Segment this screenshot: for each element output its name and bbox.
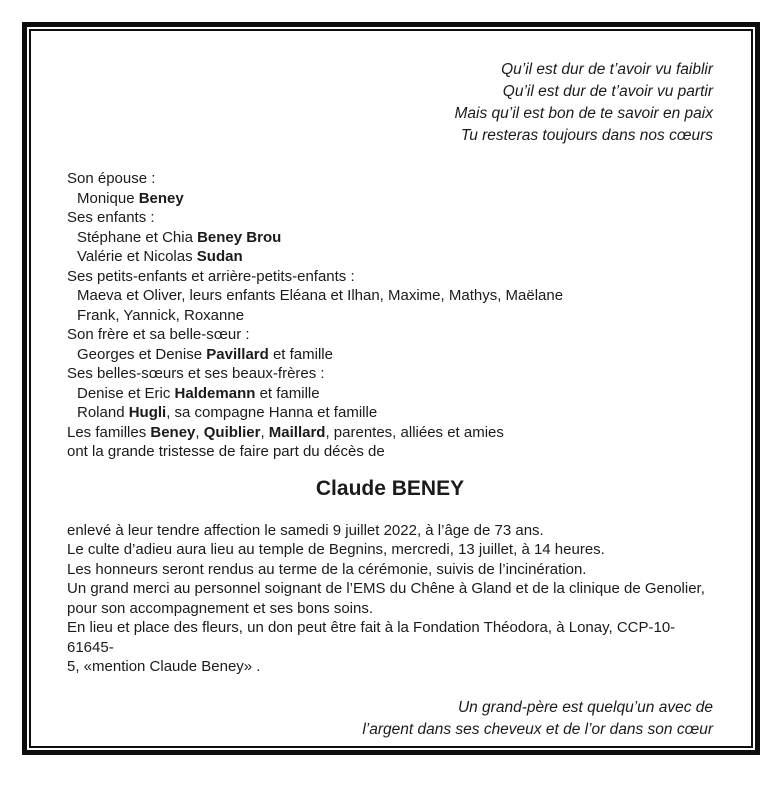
family-line [67, 306, 713, 326]
text-segment: pour son accompagnement et ses bons soins. [67, 599, 374, 617]
inner-border-frame [29, 29, 753, 748]
text-segment: Ses petits-enfants et arrière-petits-enfants : [67, 267, 355, 285]
announcement-line [67, 579, 713, 599]
family-line [67, 403, 713, 423]
text-segment: enlevé à leur tendre affection le samedi 9 juillet 2022, à l’âge de 73 ans. [67, 521, 544, 539]
text-segment: Son épouse : [67, 170, 156, 187]
family-line [67, 208, 713, 228]
text-segment: Denise et Eric [77, 384, 175, 402]
text-segment: et famille [268, 345, 333, 363]
text-segment: Mais qu’il est bon de te savoir en paix [454, 105, 713, 122]
family-line [67, 169, 713, 189]
family-line [67, 442, 713, 462]
family-name-bold: Hugli [128, 404, 167, 421]
text-segment: Qu’il est dur de t’avoir vu partir [502, 83, 713, 100]
text-segment: En lieu et place des fleurs, un don peut être fait à la Fondation Théodora, à Lonay, CCP-10-61645- [67, 619, 676, 656]
text-segment: Monique [77, 189, 139, 207]
text-segment: Qu’il est dur de t’avoir vu faiblir [501, 61, 713, 78]
opening-verse-line [67, 59, 713, 81]
text-segment: Le culte d’adieu aura lieu au temple de Begnins, mercredi, 13 juillet, à 14 heures. [67, 541, 605, 558]
text-segment: Un grand-père est quelqu’un avec de [457, 698, 713, 716]
family-name-bold: Quiblier [203, 423, 261, 441]
text-segment: Valérie et Nicolas [77, 248, 197, 265]
text-segment: l’argent dans ses cheveux et de l’or dans son cœur [362, 720, 713, 738]
family-name-bold: Beney Brou [197, 228, 282, 246]
opening-verse-line [67, 125, 713, 147]
text-segment: Ses belles-sœurs et ses beaux-frères : [67, 365, 325, 382]
announcement-line [67, 657, 713, 677]
text-segment: Stéphane et Chia [77, 228, 198, 246]
announcement-line [67, 599, 713, 619]
family-line [67, 364, 713, 384]
closing-verse-line [67, 697, 713, 719]
family-line [67, 325, 713, 345]
outer-border-frame [22, 22, 760, 755]
text-segment: Georges et Denise [77, 345, 207, 363]
deceased-name-heading: Claude BENEY [315, 476, 465, 500]
opening-verse-line [67, 81, 713, 103]
text-segment: Son frère et sa belle-sœur : [67, 326, 250, 343]
announcement-line [67, 618, 713, 657]
text-segment: Frank, Yannick, Roxanne [77, 306, 245, 324]
text-segment: Roland [77, 404, 129, 421]
family-line [67, 423, 713, 443]
family-line [67, 345, 713, 365]
announcement-line [67, 560, 713, 580]
text-segment: Les honneurs seront rendus au terme de la cérémonie, suivis de l’incinération. [67, 560, 587, 578]
text-segment: Ses enfants : [67, 209, 155, 226]
announcement-line [67, 540, 713, 560]
text-segment: , [260, 423, 269, 441]
announcement-line [67, 521, 713, 541]
text-segment: Un grand merci au personnel soignant de l’EMS du Chêne à Gland et de la clinique de Genolier, [67, 580, 705, 597]
family-line [67, 286, 713, 306]
text-segment: ont la grande tristesse de faire part du décès de [67, 443, 385, 460]
family-line [67, 189, 713, 209]
family-name-bold: Pavillard [206, 345, 269, 363]
family-line [67, 247, 713, 267]
text-segment: Tu resteras toujours dans nos cœurs [460, 127, 713, 144]
text-segment: , [195, 423, 204, 441]
closing-verse-line [67, 719, 713, 741]
family-name-bold: Beney [150, 423, 196, 441]
family-name-bold: Sudan [196, 248, 243, 265]
announcement-text [67, 521, 713, 677]
family-line [67, 228, 713, 248]
card-content [31, 31, 751, 741]
family-name-bold: Beney [138, 189, 184, 207]
text-segment: 5, «mention Claude Beney» . [67, 658, 261, 675]
closing-verse [67, 697, 713, 741]
family-name-bold: Haldemann [174, 384, 256, 402]
text-segment: et famille [255, 384, 320, 402]
opening-verse [67, 59, 713, 147]
text-segment: , parentes, alliées et amies [325, 423, 504, 441]
family-line [67, 384, 713, 404]
family-name-bold: Maillard [268, 423, 326, 441]
opening-verse-line [67, 103, 713, 125]
text-segment: Les familles [67, 423, 151, 441]
family-line [67, 267, 713, 287]
text-segment: , sa compagne Hanna et famille [166, 404, 378, 421]
family-list [67, 169, 713, 462]
text-segment: Maeva et Oliver, leurs enfants Eléana et Ilhan, Maxime, Mathys, Maëlane [77, 287, 564, 304]
